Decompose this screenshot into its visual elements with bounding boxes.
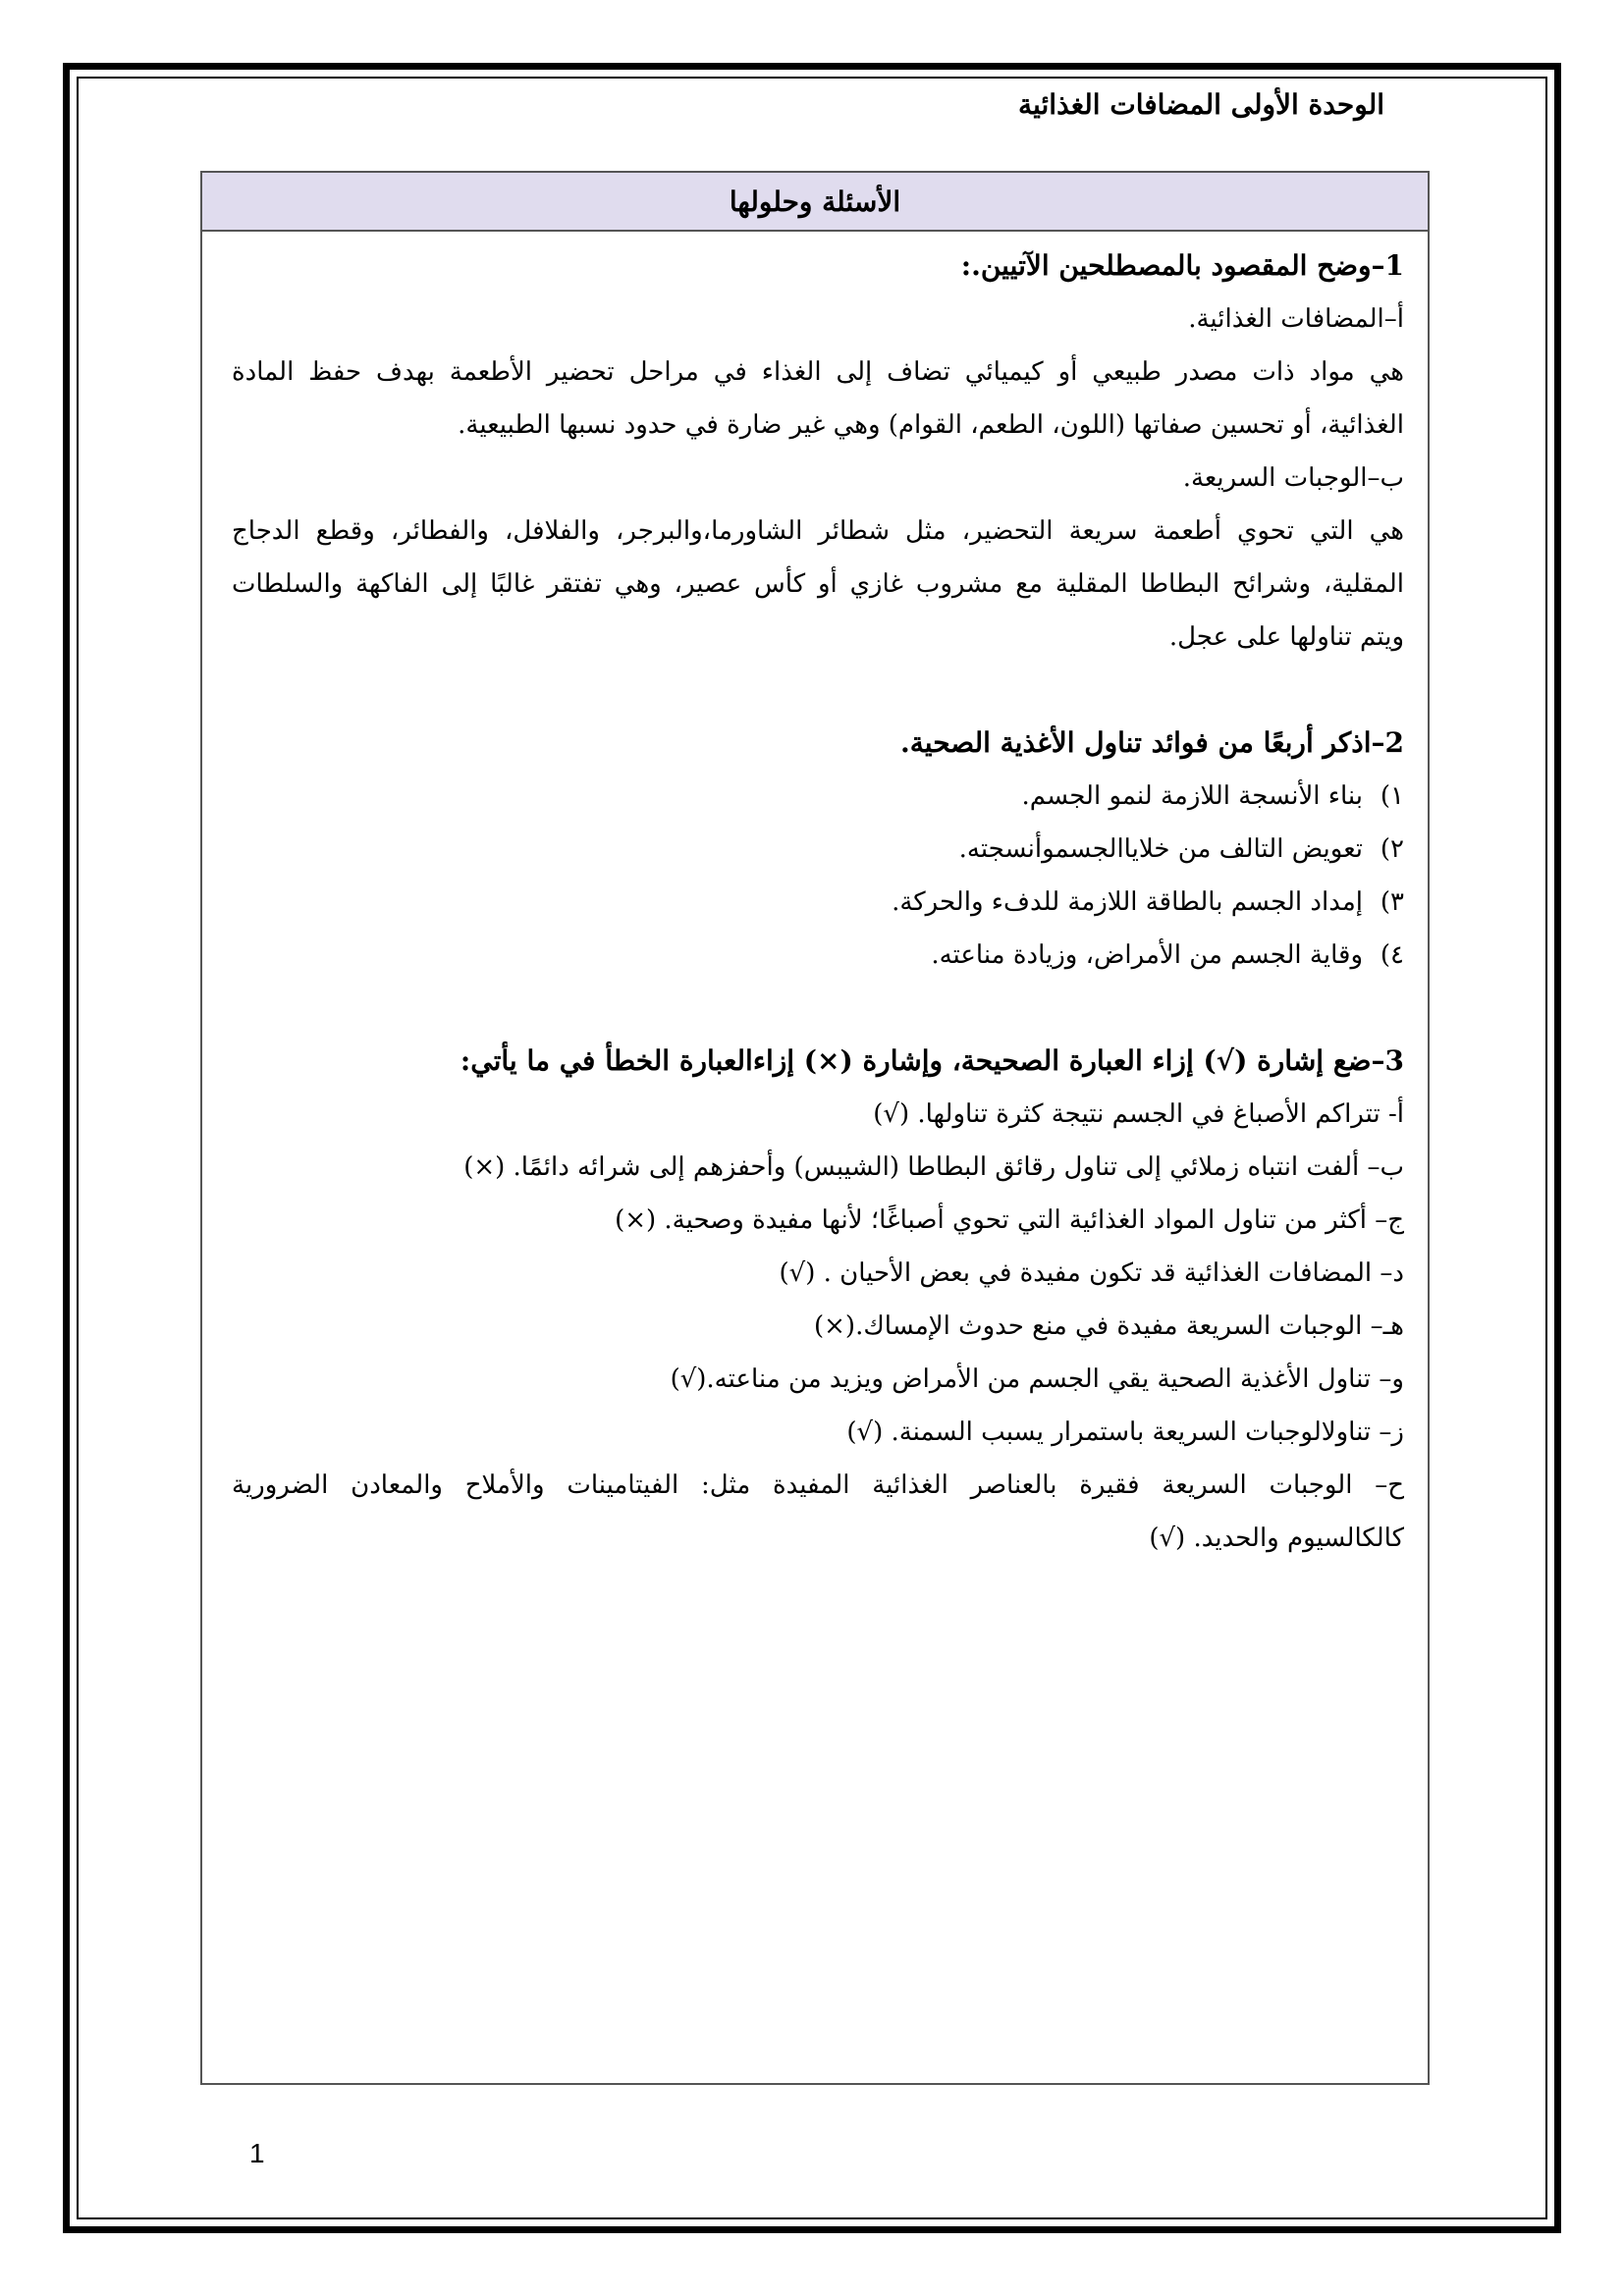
- question-3-title: 3–ضع إشارة (√) إزاء العبارة الصحيحة، وإشارة (×) إزاءالعبارة الخطأ في ما يأتي:: [460, 1044, 1404, 1077]
- q2-list-item: [232, 876, 1404, 929]
- page-number: 1: [249, 2138, 265, 2168]
- q2-list-item: [232, 823, 1404, 876]
- q3-statement: ز– تناولالوجبات السريعة باستمرار يسبب السمنة. (√): [846, 1417, 1404, 1447]
- q1-term-a-line: هي مواد ذات مصدر طبيعي أو كيميائي تضاف إلى الغذاء في مراحل تحضير الأطعمة بهدف حفظ المادة: [232, 357, 1404, 387]
- q2-list-item: [232, 929, 1404, 982]
- qa-table: [200, 171, 1430, 2085]
- qa-body: [202, 232, 1428, 1565]
- q3-statement: أ- تتراكم الأصباغ في الجسم نتيجة كثرة تناولها. (√): [873, 1099, 1404, 1129]
- q1-term-b-line: هي التي تحوي أطعمة سريعة التحضير، مثل شطائر الشاورما،والبرجر، والفلافل، والفطائر، وقطع الدجاج: [232, 516, 1404, 546]
- q3-statement: ب– ألفت انتباه زملائي إلى تناول رقائق البطاطا (الشيبس) وأحفزهم إلى شرائه دائمًا. (×): [463, 1152, 1404, 1182]
- q1-term-a-line: الغذائية، أو تحسين صفاتها (اللون، الطعم، القوام) وهي غير ضارة في حدود نسبها الطبيعية.: [458, 410, 1404, 440]
- q2-item-text: إمداد الجسم بالطاقة اللازمة للدفء والحركة.: [892, 887, 1363, 917]
- q1-term-b-line: ويتم تناولها على عجل.: [1168, 622, 1404, 652]
- q1-term-b-line: المقلية، وشرائح البطاطا المقلية مع مشروب غازي أو كأس عصير، وهي تفتقر غالبًا إلى الفاكهة والسلطات: [232, 569, 1404, 599]
- q3-statement: كالكالسيوم والحديد. (√): [1149, 1523, 1404, 1553]
- qa-header: الأسئلة وحلولها: [202, 173, 1428, 232]
- q3-statement: د– المضافات الغذائية قد تكون مفيدة في بعض الأحيان . (√): [779, 1258, 1404, 1288]
- question-2-title: 2–اذكر أربعًا من فوائد تناول الأغذية الصحية.: [900, 726, 1404, 759]
- q3-statement: ح– الوجبات السريعة فقيرة بالعناصر الغذائية المفيدة مثل: الفيتامينات والأملاح والمعادن الضرورية: [232, 1470, 1404, 1500]
- q2-item-number: ١): [1380, 781, 1404, 811]
- q2-item-number: ٤): [1380, 940, 1404, 970]
- unit-title: الوحدة الأولى المضافات الغذائية: [1018, 88, 1384, 121]
- q2-list-item: [232, 770, 1404, 823]
- q3-statement: هـ– الوجبات السريعة مفيدة في منع حدوث الإمساك.(×): [814, 1311, 1404, 1341]
- q2-item-number: ٣): [1380, 887, 1404, 917]
- q3-statement: و– تناول الأغذية الصحية يقي الجسم من الأمراض ويزيد من مناعته.(√): [670, 1364, 1404, 1394]
- q2-item-text: وقاية الجسم من الأمراض، وزيادة مناعته.: [931, 940, 1363, 970]
- q2-item-number: ٢): [1380, 834, 1404, 864]
- q1-term-a-label: أ–المضافات الغذائية.: [1188, 304, 1404, 334]
- question-1-title: 1–وضح المقصود بالمصطلحين الآتيين.:: [960, 249, 1404, 282]
- q2-item-text: تعويض التالف من خلاياالجسموأنسجته.: [958, 834, 1363, 864]
- q3-statement: ج– أكثر من تناول المواد الغذائية التي تحوي أصباغًا؛ لأنها مفيدة وصحية. (×): [615, 1205, 1404, 1235]
- q2-item-text: بناء الأنسجة اللازمة لنمو الجسم.: [1021, 781, 1363, 811]
- q1-term-b-label: ب–الوجبات السريعة.: [1182, 463, 1404, 493]
